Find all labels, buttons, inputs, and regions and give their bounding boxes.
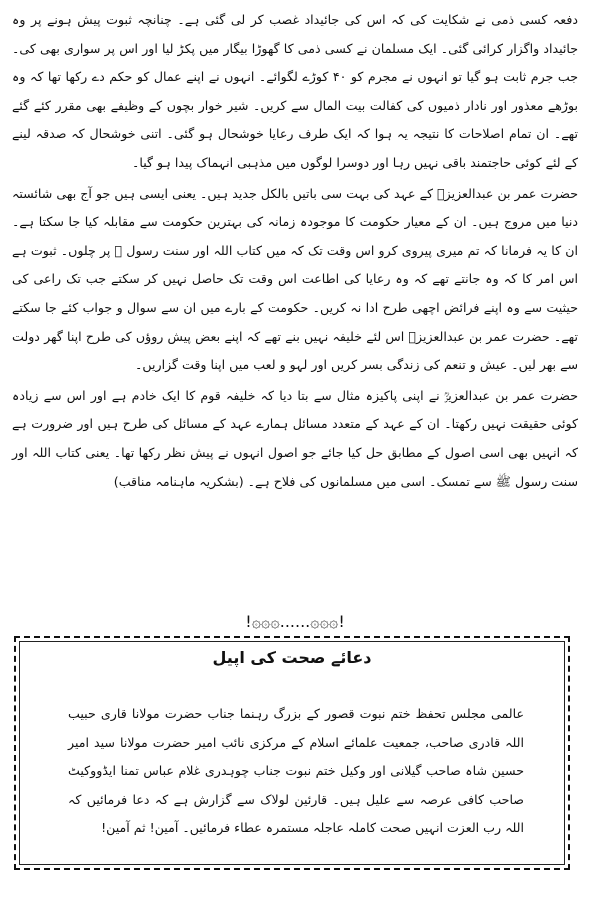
appeal-title: دعائے صحت کی اپیل — [212, 648, 372, 667]
article-paragraph-1: دفعہ کسی ذمی نے شکایت کی کہ اس کی جائیداد غصب کر لی گئی ہے۔ چنانچہ ثبوت پیش ہونے پر وہ جائیداد واگزار کرائی گئی۔ ایک مسلمان نے کسی ذمی کا گھوڑا بیگار میں پکڑ لیا اور اس پر سواری بھی کی۔ جب جرم ثابت ہو گیا تو انہوں نے مجرم کو ۴۰ کوڑے لگوائے۔ انہوں نے اپنے عمال کو حکم دے رکھا تھا کہ وہ بوڑھے معذور اور نادار ذمیوں کی کفالت بیت المال سے کریں۔ شیر خوار بچوں کے وظیفے بھی مقرر کئے گئے تھے۔ ان تمام اصلاحات کا نتیجہ یہ ہوا کہ ایک طرف رعایا خوشحال ہو گئی۔ اتنی خوشحال کہ صدقہ لینے کے لئے کوئی حاجتمند باقی نہیں رہا اور دوسرا لوگوں میں مذہبی انہماک پیدا ہو گیا۔ — [12, 12, 578, 170]
appeal-box — [14, 636, 570, 870]
article-paragraph-3: حضرت عمر بن عبدالعزیزؒ نے اپنی پاکیزہ مثال سے بتا دیا کہ خلیفہ قوم کا ایک خادم ہے اور اس سے زیادہ کوئی حقیقت نہیں رکھتا۔ ان کے عہد کے متعدد مسائل ہمارے عہد کے مسائل کی طرح ہیں اور ضرورت ہے کہ انہیں بھی اسی اصول کے مطابق حل کیا جائے جو اصول انہوں نے پیش نظر رکھا تھا۔ یعنی کتاب اللہ اور سنت رسول ﷺ سے تمسک۔ اسی میں مسلمانوں کی فلاح ہے۔ (بشکریہ ماہنامہ مناقب) — [12, 387, 578, 489]
appeal-body — [68, 700, 524, 843]
article-paragraph-2: حضرت عمر بن عبدالعزیزؒ کے عہد کی بہت سی باتیں بالکل جدید ہیں۔ یعنی ایسی ہیں جو آج بھی شائستہ دنیا میں مروج ہیں۔ ان کے معیار حکومت کا موجودہ زمانہ کی بہترین حکومت سے مقابلہ کیا جا سکتا ہے۔ ان کا یہ فرمانا کہ تم میری پیروی کرو اس وقت تک کہ میں کتاب اللہ اور سنت رسول ﷺ پر چلوں۔ ثبوت ہے اس امر کا کہ وہ جانتے تھے کہ وہ رعایا کی اطاعت اس وقت تک حاصل نہیں کر سکتے جب تک راعی کی حیثیت سے وہ اپنے فرائض اچھی طرح ادا نہ کریں۔ حکومت کے بارے میں ان سے سوال و جواب کئے جا سکتے تھے۔ حضرت عمر بن عبدالعزیزؒ اس لئے خلیفہ نہیں بنے تھے کہ اپنے بعض پیش روؤں کی طرح اپنا گھر دولت سے بھر لیں۔ عیش و تنعم کی زندگی بسر کریں اور لہو و لعب میں اپنا وقت گزاریں۔ — [12, 185, 578, 373]
article-body — [12, 6, 578, 496]
appeal-text: عالمی مجلس تحفظ ختم نبوت قصور کے بزرگ رہنما جناب حضرت مولانا قاری حبیب اللہ قادری صاحب، جمعیت علمائے اسلام کے مرکزی نائب امیر حضرت مولانا سید امیر حسین شاہ صاحب گیلانی اور وکیل ختم نبوت جناب چوہدری غلام عباس تمنا ایڈووکیٹ صاحب کافی عرصہ سے علیل ہیں۔ قارئین لولاک سے گزارش ہے کہ دعا فرمائیں کہ اللہ رب العزت انہیں صحت کاملہ عاجلہ مستمرہ عطاء فرمائیں۔ آمین! ثم آمین! — [68, 706, 524, 835]
section-separator: !۞۞۞......۞۞۞! — [245, 612, 345, 631]
